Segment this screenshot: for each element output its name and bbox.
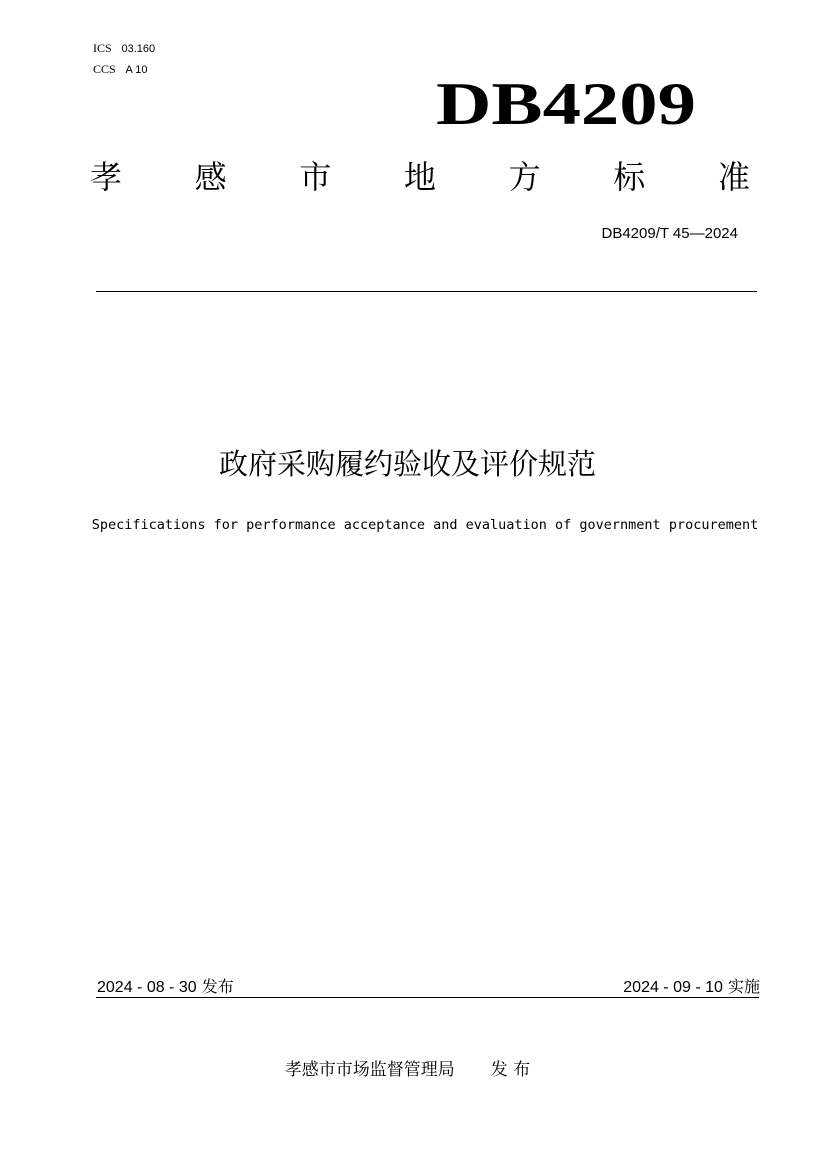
standard-type-char: 地 (403, 158, 436, 196)
bottom-divider (96, 997, 759, 998)
ics-label: ICS (93, 41, 112, 55)
standard-code-logo (436, 68, 698, 138)
standard-type-heading (90, 157, 750, 197)
issue-date: 2024 - 08 - 30 (97, 979, 197, 996)
standard-type-char: 感 (194, 158, 227, 196)
standard-code-text: DB4209 (436, 71, 696, 137)
issue-label: 发布 (201, 977, 234, 996)
standard-type-char: 孝 (90, 158, 123, 196)
ccs-value: A 10 (125, 64, 148, 76)
issue-date-line (97, 974, 234, 997)
ics-line (93, 41, 155, 56)
implementation-date-line (623, 974, 760, 997)
issuer-action: 发 布 (490, 1060, 531, 1080)
issuer-line (0, 1055, 815, 1080)
standard-type-char: 标 (613, 158, 646, 196)
issuer-name: 孝感市市场监督管理局 (284, 1060, 455, 1080)
standard-number: DB4209/T 45—2024 (601, 225, 738, 242)
ics-value: 03.160 (121, 43, 156, 55)
standard-type-char: 准 (717, 158, 750, 196)
implementation-label: 实施 (727, 977, 760, 996)
implementation-date: 2024 - 09 - 10 (623, 979, 723, 996)
standard-type-char: 市 (299, 158, 332, 196)
standard-type-char: 方 (508, 158, 541, 196)
ccs-line (93, 62, 148, 77)
top-divider (96, 291, 757, 292)
title-chinese: 政府采购履约验收及评价规范 (218, 447, 596, 481)
ccs-label: CCS (93, 62, 116, 76)
title-english: Specifications for performance acceptance and evaluation of government procurement (91, 517, 759, 533)
